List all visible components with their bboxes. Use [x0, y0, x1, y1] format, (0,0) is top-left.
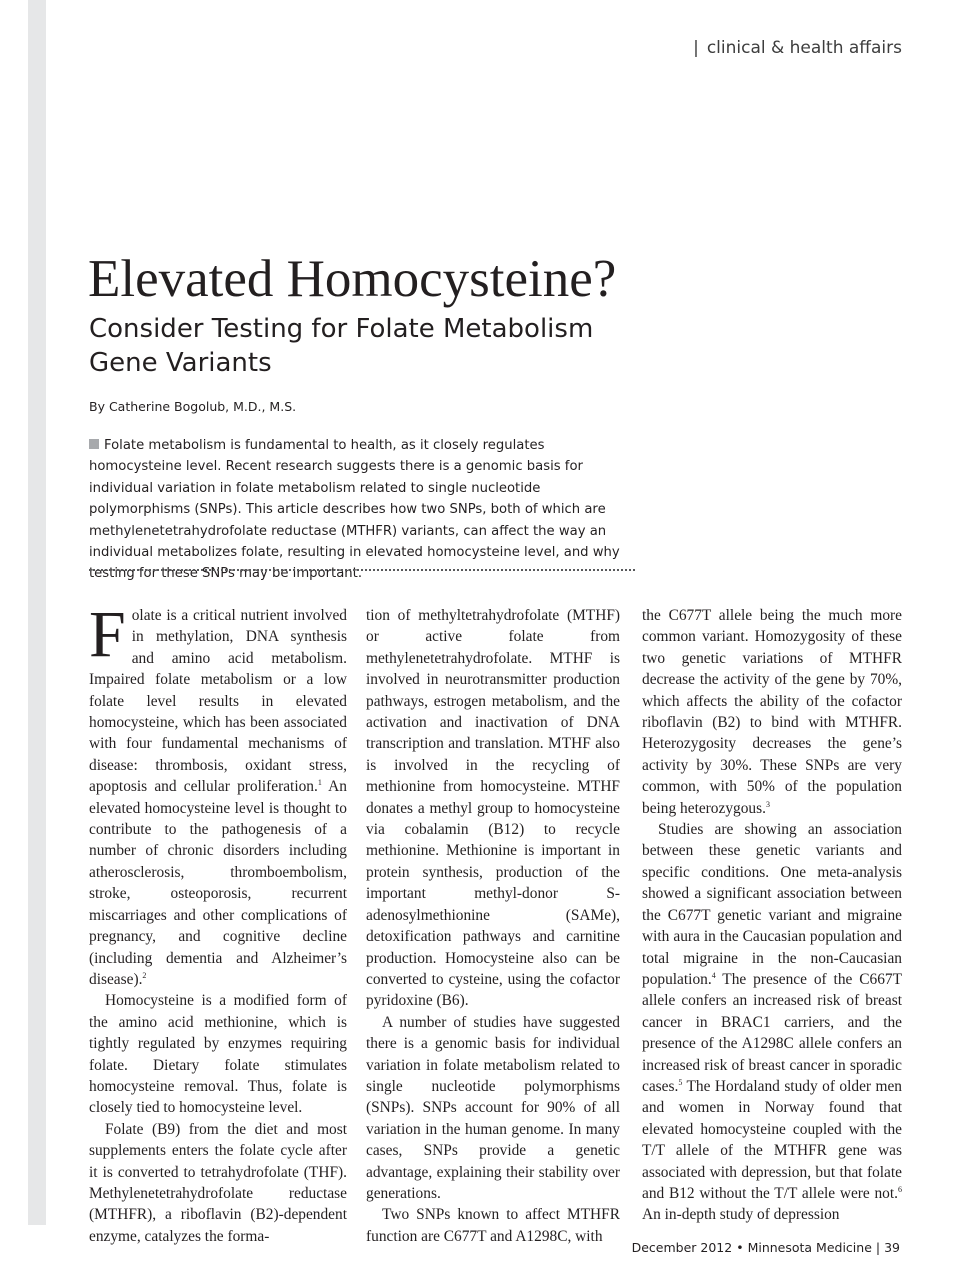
reference-marker: 1: [317, 778, 322, 788]
footer-separator: |: [875, 1240, 881, 1255]
abstract-text: Folate metabolism is fundamental to health, as it closely regulates homocysteine level. Recent research suggests there is a genomic basis for individual variation in folate metabolism related to single nucleotide polymorphisms (SNPs). This article describes how two SNPs, both of which are methylenetetrahydrofolate reductase (MTHFR) variants, can affect the way an individual metabolizes folate, resulting in elevated homocysteine level, and why testing for these SNPs may be important.: [89, 438, 620, 582]
paragraph: Homocysteine is a modified form of the amino acid methionine, which is tightly regulated by enzymes requiring folate. Dietary folate stimulates homocysteine removal. Thus, folate is closely tied to homocysteine level.: [89, 992, 347, 1117]
section-divider: |: [693, 38, 699, 58]
footer-bullet: •: [736, 1240, 744, 1255]
publication-name: Minnesota Medicine: [747, 1240, 872, 1255]
reference-marker: 6: [898, 1184, 902, 1194]
dotted-divider: [89, 569, 635, 571]
reference-marker: 3: [765, 799, 770, 809]
article-abstract: [89, 435, 635, 585]
body-column-1: [89, 598, 347, 1245]
body-column-3: [642, 605, 902, 1225]
page-number: 39: [884, 1240, 900, 1255]
paragraph: tion of methyltetrahydrofolate (MTHF) or active folate from methylenetetrahydrofolate. MTHF is involved in neurotransmitter production pathways, estrogen metabolism, and the activation and inactivation of DNA transcription and translation. MTHF also is involved in the recycling of methionine from homocysteine. MTHF donates a methyl group to homocysteine via cobalamin (B12) to recycle methionine. Methionine is important in protein synthesis, production of the important methyl-donor S-adenosylmethionine (SAMe), detoxification pathways and carnitine production. Homocysteine also can be converted to cysteine, using the cofactor pyridoxine (B6).: [366, 607, 620, 1010]
side-margin-bar: [28, 0, 46, 1225]
paragraph: Folate (B9) from the diet and most supplements enters the folate cycle after it is converted to tetrahydrofolate (THF). Methylenetetrahydrofolate reductase (MTHFR), a riboflavin (B2)-dependent enzyme, catalyzes the forma-: [89, 1120, 347, 1245]
page-footer: [632, 1240, 900, 1255]
reference-marker: 4: [711, 970, 716, 980]
section-label: clinical & health affairs: [706, 38, 902, 58]
article-title: Elevated Homocysteine?: [88, 250, 617, 308]
issue-date: December 2012: [631, 1240, 733, 1255]
author-byline: By Catherine Bogolub, M.D., M.S.: [89, 399, 297, 414]
article-subtitle: Consider Testing for Folate Metabolism Gene Variants: [89, 314, 594, 378]
paragraph: Studies are showing an association between these genetic variants and specific conditions. One meta-analysis showed a significant association between the C677T genetic variant and migraine with aura in the Caucasian population and total migraine in the non-Caucasian population.$^4$ The presence of the C667T allele confers an increased risk of breast cancer in BRAC1 carriers, and the presence of the A1298C allele confers an increased risk of breast cancer in sporadic cases.$^5$ The Hordaland study of older men and women in Norway found that elevated homocysteine coupled with the T/T allele of the MTHFR gene was associated with depression, but that folate and B12 without the T/T allele were not.$^6$ An in-depth study of depression: [642, 821, 902, 1224]
gray-square-bullet-icon: [89, 439, 99, 449]
paragraph: the C677T allele being the much more common variant. Homozygosity of these two genetic variations of MTHFR decrease the activity of the gene by 70%, which affects the ability of the cofactor riboflavin (B2) to bind with MTHFR. Heterozygosity decreases the gene’s activity by 30%. These SNPs are very common, with 50% of the population being heterozygous.$^3$: [642, 607, 902, 817]
paragraph: Two SNPs known to affect MTHFR function are C677T and A1298C, with: [366, 1206, 620, 1245]
reference-marker: 5: [678, 1077, 683, 1087]
section-header: [693, 38, 902, 58]
paragraph: A number of studies have suggested there is a genomic basis for individual variation in folate metabolism related to single nucleotide polymorphisms (SNPs). SNPs account for 90% of all variation in the human genome. In many cases, SNPs provide a genetic advantage, explaining their stability over generations.: [366, 1013, 620, 1202]
body-column-2: [366, 605, 620, 1245]
reference-marker: 2: [142, 970, 147, 980]
drop-cap: F: [89, 598, 126, 671]
paragraph: Folate is a critical nutrient involved in methylation, DNA synthesis and amino acid metabolism. Impaired folate metabolism or a low folate level results in elevated homocysteine, which has been associated with four fundamental mechanisms of disease: thrombosis, oxidant stress, apoptosis and cellular proliferation.$^1$ An elevated homocysteine level is thought to contribute to the pathogenesis of a number of chronic disorders including atherosclerosis, thromboembolism, stroke, osteoporosis, recurrent miscarriages and other complications of pregnancy, and cognitive decline (including dementia and Alzheimer’s disease).$^2$: [89, 598, 347, 988]
